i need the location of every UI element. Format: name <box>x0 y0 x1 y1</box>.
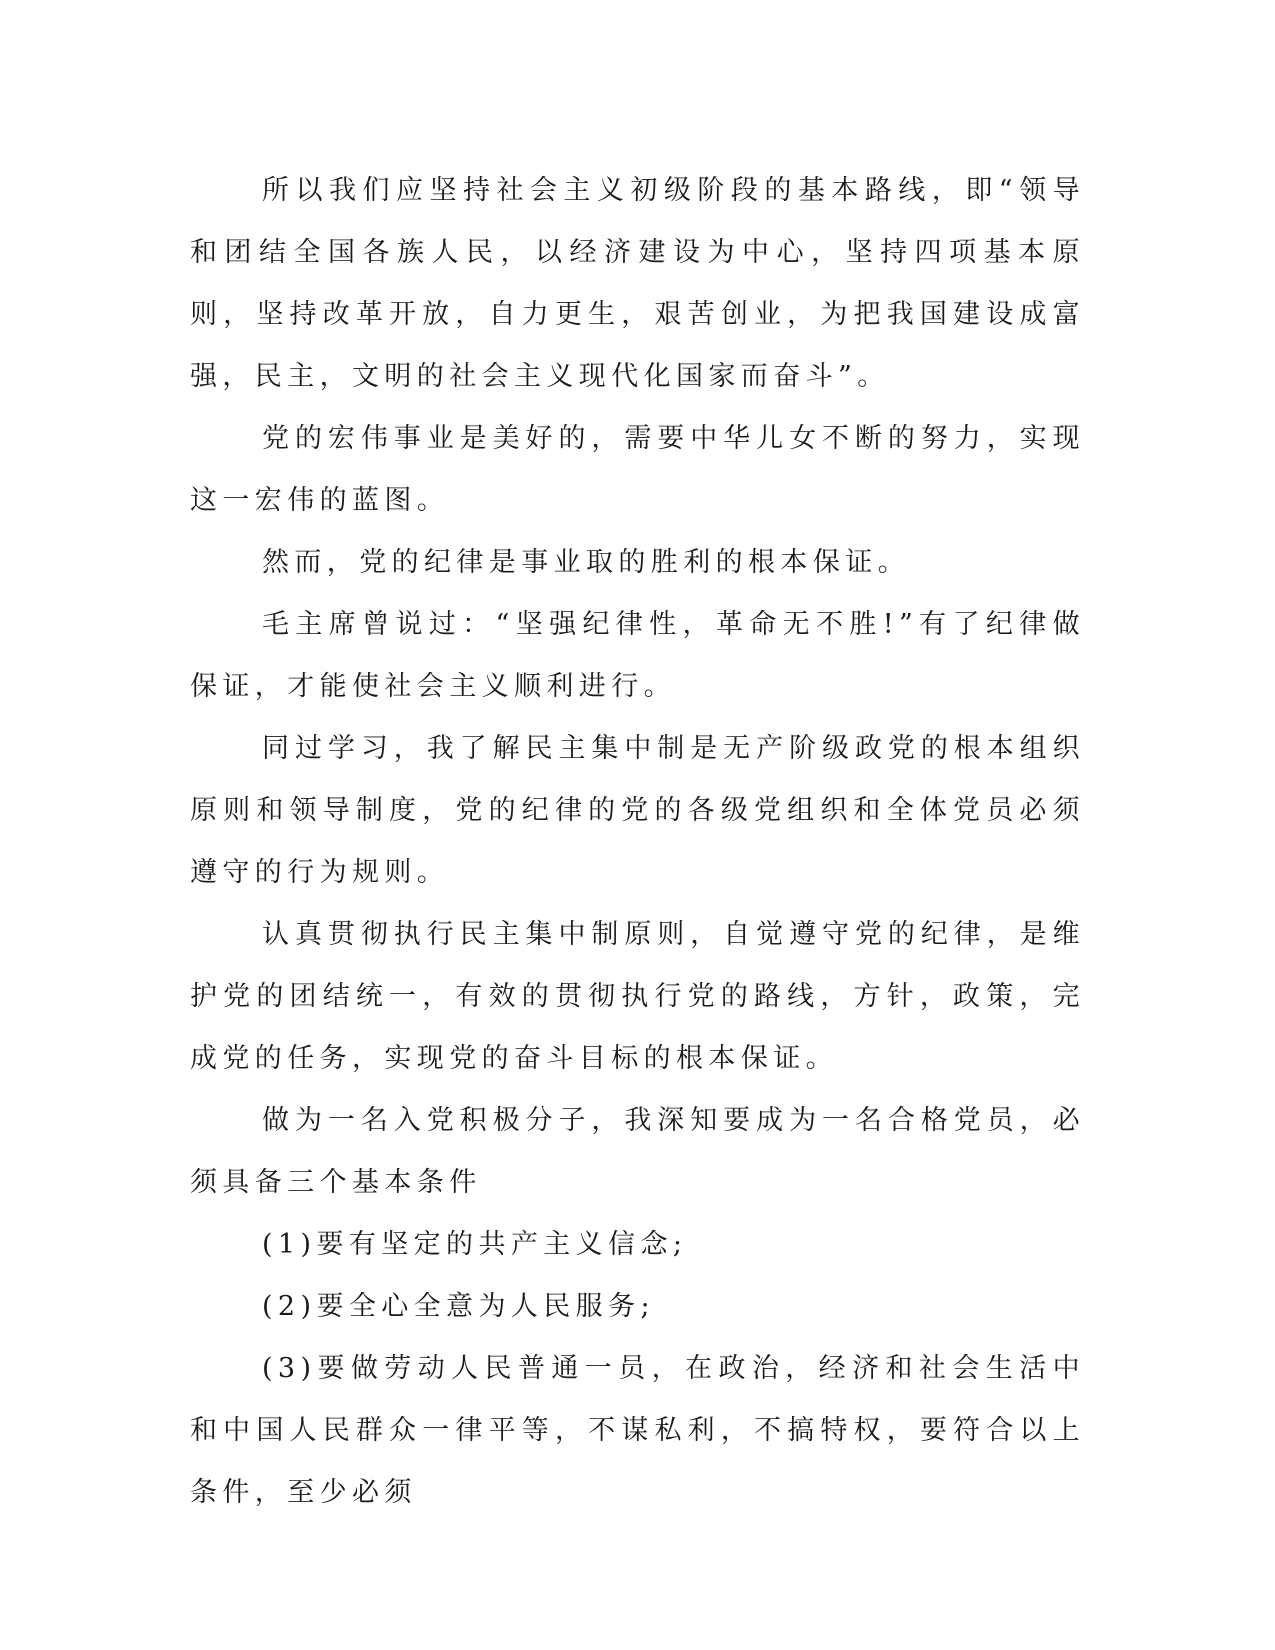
paragraph-three-conditions: 做为一名入党积极分子，我深知要成为一名合格党员，必须具备三个基本条件 <box>190 1105 1085 1198</box>
document-body <box>190 160 1085 1524</box>
paragraph-discipline-guarantee: 然而，党的纪律是事业取的胜利的根本保证。 <box>262 547 910 578</box>
paragraph-great-cause: 党的宏伟事业是美好的，需要中华儿女不断的努力，实现这一宏伟的蓝图。 <box>190 423 1085 516</box>
paragraph-basic-line: 所以我们应坚持社会主义初级阶段的基本路线，即“领导和团结全国各族人民，以经济建设为中心，坚持四项基本原则，坚持改革开放，自力更生，艰苦创业，为把我国建设成富强，民主，文明的社会主义现代化国家而奋斗”。 <box>190 175 1085 392</box>
paragraph-democratic-centralism: 同过学习，我了解民主集中制是无产阶级政党的根本组织原则和领导制度，党的纪律的党的各级党组织和全体党员必须遵守的行为规则。 <box>190 733 1085 888</box>
list-item-condition-3: (3)要做劳动人民普通一员，在政治，经济和社会生活中和中国人民群众一律平等，不谋私利，不搞特权，要符合以上条件，至少必须 <box>190 1353 1085 1508</box>
list-item-condition-1: (1)要有坚定的共产主义信念; <box>262 1229 688 1260</box>
list-item-condition-2: (2)要全心全意为人民服务; <box>262 1291 655 1322</box>
paragraph-implementation: 认真贯彻执行民主集中制原则，自觉遵守党的纪律，是维护党的团结统一，有效的贯彻执行党的路线，方针，政策，完成党的任务，实现党的奋斗目标的根本保证。 <box>190 919 1085 1074</box>
paragraph-mao-quote: 毛主席曾说过：“坚强纪律性，革命无不胜!”有了纪律做保证，才能使社会主义顺利进行。 <box>190 609 1085 702</box>
